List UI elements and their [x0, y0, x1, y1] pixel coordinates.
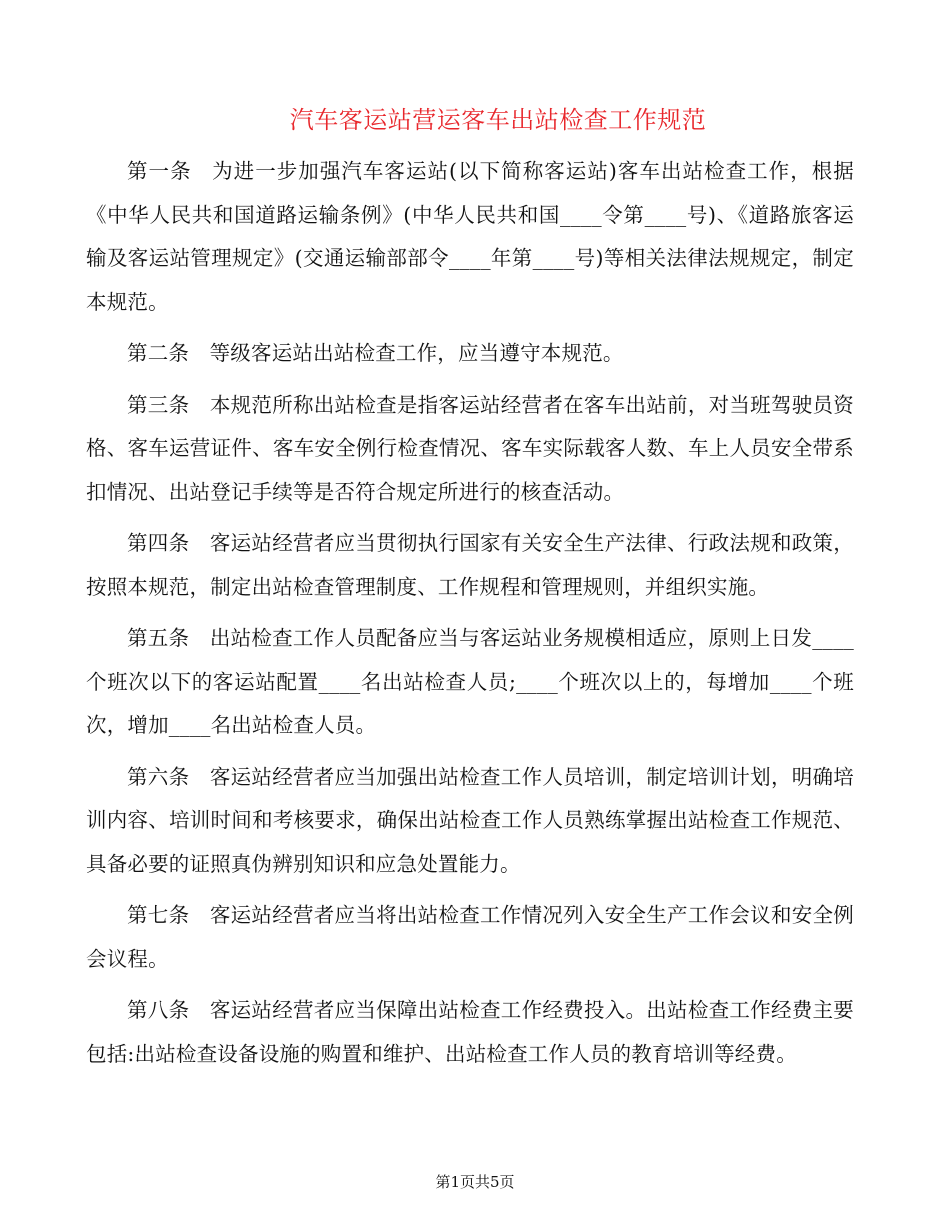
article-text: 客运站经营者应当加强出站检查工作人员培训，制定培训计划，明确培训内容、培训时间和考核要求，确保出站检查工作人员熟练掌握出站检查工作规范、具备必要的证照真伪辨别知识和应急处置能力。 [86, 764, 855, 876]
article-number: 第八条 [127, 998, 190, 1022]
document-body [86, 150, 854, 1084]
article-text: 等级客运站出站检查工作，应当遵守本规范。 [209, 341, 624, 365]
article-4 [86, 522, 854, 609]
article-number: 第四条 [127, 531, 190, 555]
article-text: 为进一步加强汽车客运站(以下简称客运站)客车出站检查工作，根据《中华人民共和国道路运输条例》(中华人民共和国____令第____号)、《道路旅客运输及客运站管理规定》(交通运输部部令____年第____号)等相关法律法规规定，制定本规范。 [86, 159, 854, 314]
article-1 [86, 150, 854, 324]
article-5 [86, 617, 854, 748]
article-text: 出站检查工作人员配备应当与客运站业务规模相适应，原则上日发____个班次以下的客运站配置____名出站检查人员;____个班次以上的，每增加____个班次，增加____名出站检查人员。 [86, 626, 854, 737]
article-2 [86, 332, 854, 376]
article-text: 本规范所称出站检查是指客运站经营者在客车出站前，对当班驾驶员资格、客车运营证件、客车安全例行检查情况、客车实际载客人数、车上人员安全带系扣情况、出站登记手续等是否符合规定所进行的核查活动。 [86, 392, 855, 504]
article-7 [86, 894, 854, 981]
document-title: 汽车客运站营运客车出站检查工作规范 [289, 106, 707, 134]
article-number: 第三条 [127, 392, 190, 417]
article-number: 第二条 [127, 341, 190, 365]
article-3 [86, 384, 854, 515]
article-number: 第一条 [127, 159, 192, 183]
article-number: 第七条 [127, 903, 190, 927]
article-8 [86, 989, 854, 1076]
article-text: 客运站经营者应当保障出站检查工作经费投入。出站检查工作经费主要包括:出站检查设备设施的购置和维护、出站检查工作人员的教育培训等经费。 [86, 998, 855, 1066]
article-text: 客运站经营者应当贯彻执行国家有关安全生产法律、行政法规和政策，按照本规范，制定出站检查管理制度、工作规程和管理规则，并组织实施。 [86, 531, 855, 599]
article-6 [86, 756, 854, 887]
article-number: 第五条 [127, 626, 190, 650]
article-text: 客运站经营者应当将出站检查工作情况列入安全生产工作会议和安全例会议程。 [86, 903, 855, 971]
article-number: 第六条 [127, 764, 190, 789]
page-number: 第1页共5页 [435, 1173, 515, 1191]
